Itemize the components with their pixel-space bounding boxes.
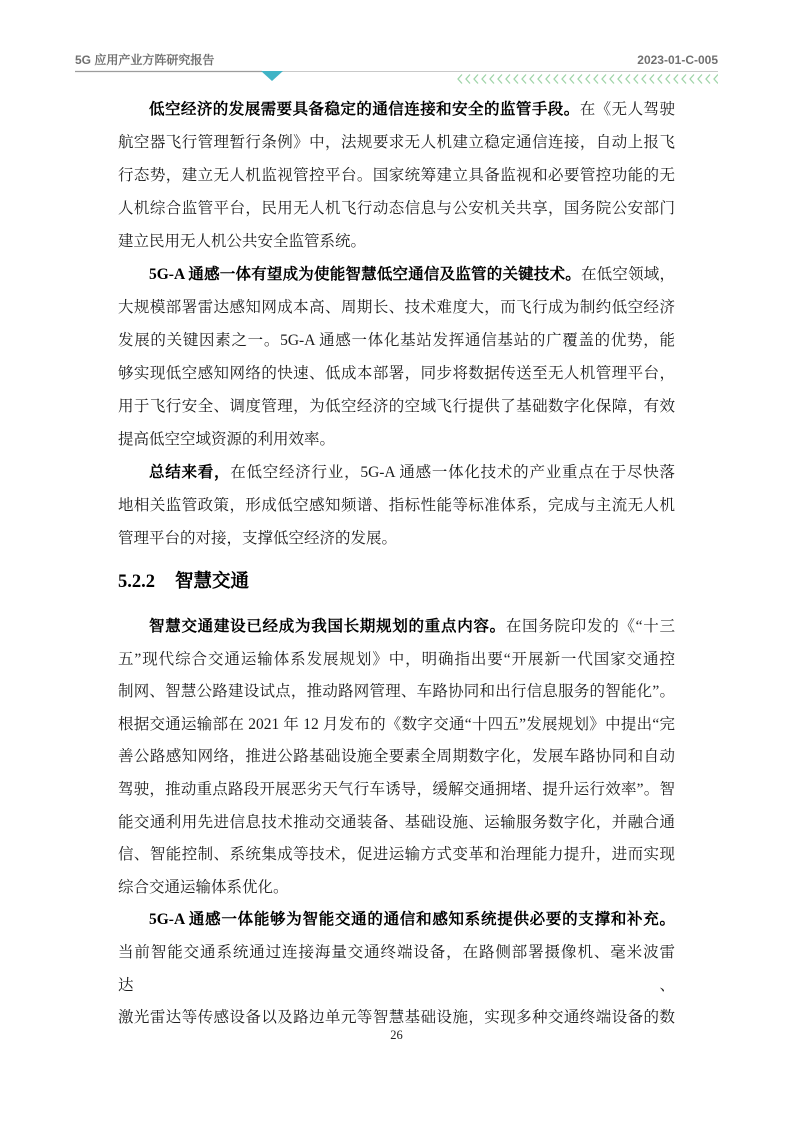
section-title: 智慧交通 <box>175 572 250 592</box>
body-text: 够实现低空感知网络的快速、低成本部署，同步将数据传送至无人机管理平台， <box>118 365 675 382</box>
body-text: 综合交通运输体系优化。 <box>118 878 289 896</box>
text-line <box>118 159 675 192</box>
text-line <box>118 258 675 291</box>
text-line <box>118 456 675 489</box>
body-text: 驾驶，推动重点路段开展恶劣天气行车诱导，缓解交通拥堵、提升运行效率”。智 <box>118 780 675 798</box>
text-line <box>118 904 675 937</box>
body-text: 当前智能交通系统通过连接海量交通终端设备，在路侧部署摄像机、毫米波雷达、 <box>118 943 675 994</box>
text-line <box>118 709 675 742</box>
body-text: 提高低空空域资源的利用效率。 <box>118 431 336 448</box>
lead-sentence: 低空经济的发展需要具备稳定的通信连接和安全的监管手段。 <box>149 101 580 118</box>
text-line <box>118 676 675 709</box>
body-section-smart-traffic <box>118 611 675 1035</box>
text-line <box>118 839 675 872</box>
body-text: 在国务院印发的《“十三 <box>505 618 675 635</box>
text-line <box>118 390 675 423</box>
lead-sentence: 5G-A 通感一体有望成为使能智慧低空通信及监管的关键技术。 <box>149 266 581 283</box>
paragraph <box>118 456 675 555</box>
body-text: 制网、智慧公路建设试点，推动路网管理、车路协同和出行信息服务的智能化”。 <box>118 683 675 701</box>
text-line <box>118 741 675 774</box>
text-line <box>118 644 675 677</box>
text-line <box>118 126 675 159</box>
section-number: 5.2.2 <box>118 572 155 592</box>
body-text: 航空器飞行管理暂行条例》中，法规要求无人机建立稳定通信连接，自动上报飞 <box>118 134 675 151</box>
header-decoration <box>0 64 793 88</box>
body-text: 激光雷达等传感设备以及路边单元等智慧基础设施，实现多种交通终端设备的数 <box>118 1009 675 1027</box>
text-line <box>118 225 675 258</box>
header-chevron-strip <box>455 74 718 84</box>
text-line <box>118 489 675 522</box>
body-section-low-altitude <box>118 93 675 555</box>
text-line <box>118 611 675 644</box>
text-line <box>118 291 675 324</box>
body-text: 在《无人驾驶 <box>579 101 675 118</box>
header-report-title: 5G 应用产业方阵研究报告 <box>75 53 215 67</box>
paragraph <box>118 611 675 904</box>
lead-sentence: 智慧交通建设已经成为我国长期规划的重点内容。 <box>149 618 506 635</box>
body-text: 管理平台的对接，支撑低空经济的发展。 <box>118 530 398 547</box>
body-text: 用于飞行安全、调度管理，为低空经济的空域飞行提供了基础数字化保障，有效 <box>118 398 675 415</box>
header-document-id: 2023-01-C-005 <box>637 53 718 67</box>
text-line <box>118 423 675 456</box>
body-text: 在低空经济行业，5G-A 通感一体化技术的产业重点在于尽快落 <box>230 464 675 481</box>
body-text: 地相关监管政策，形成低空感知频谱、指标性能等标准体系，完成与主流无人机 <box>118 497 675 514</box>
body-text: 五”现代综合交通运输体系发展规划》中，明确指出要“开展新一代国家交通控 <box>118 650 675 668</box>
header-triangle-icon <box>261 71 283 81</box>
paragraph <box>118 904 675 1034</box>
body-text: 在低空领域， <box>580 266 675 283</box>
body-text: 发展的关键因素之一。5G-A 通感一体化基站发挥通信基站的广覆盖的优势，能 <box>118 332 675 349</box>
text-line <box>118 93 675 126</box>
text-line <box>118 937 675 1002</box>
body-text: 信、智能控制、系统集成等技术，促进运输方式变革和治理能力提升，进而实现 <box>118 846 675 864</box>
lead-sentence: 总结来看， <box>149 464 231 481</box>
text-line <box>118 324 675 357</box>
section-heading <box>118 569 249 595</box>
body-text: 建立民用无人机公共安全监管系统。 <box>118 233 367 250</box>
body-text: 能交通利用先进信息技术推动交通装备、基础设施、运输服务数字化，并融合通 <box>118 813 675 831</box>
lead-sentence: 5G-A 通感一体能够为智能交通的通信和感知系统提供必要的支撑和补充。 <box>149 911 675 929</box>
text-line <box>118 872 675 905</box>
page-number: 26 <box>390 1028 403 1042</box>
body-text: 人机综合监管平台，民用无人机飞行动态信息与公安机关共享，国务院公安部门 <box>118 200 675 217</box>
text-line <box>118 774 675 807</box>
paragraph <box>118 258 675 456</box>
body-text: 行态势，建立无人机监视管控平台。国家统筹建立具备监视和必要管控功能的无 <box>118 167 675 184</box>
text-line <box>118 192 675 225</box>
body-text: 根据交通运输部在 2021 年 12 月发布的《数字交通“十四五”发展规划》中提出“完 <box>118 715 675 733</box>
text-line <box>118 807 675 840</box>
paragraph <box>118 93 675 258</box>
body-text: 善公路感知网络，推进公路基础设施全要素全周期数字化，发展车路协同和自动 <box>118 748 675 766</box>
text-line <box>118 357 675 390</box>
body-text: 大规模部署雷达感知网成本高、周期长、技术难度大，而飞行成为制约低空经济 <box>118 299 675 316</box>
text-line <box>118 522 675 555</box>
